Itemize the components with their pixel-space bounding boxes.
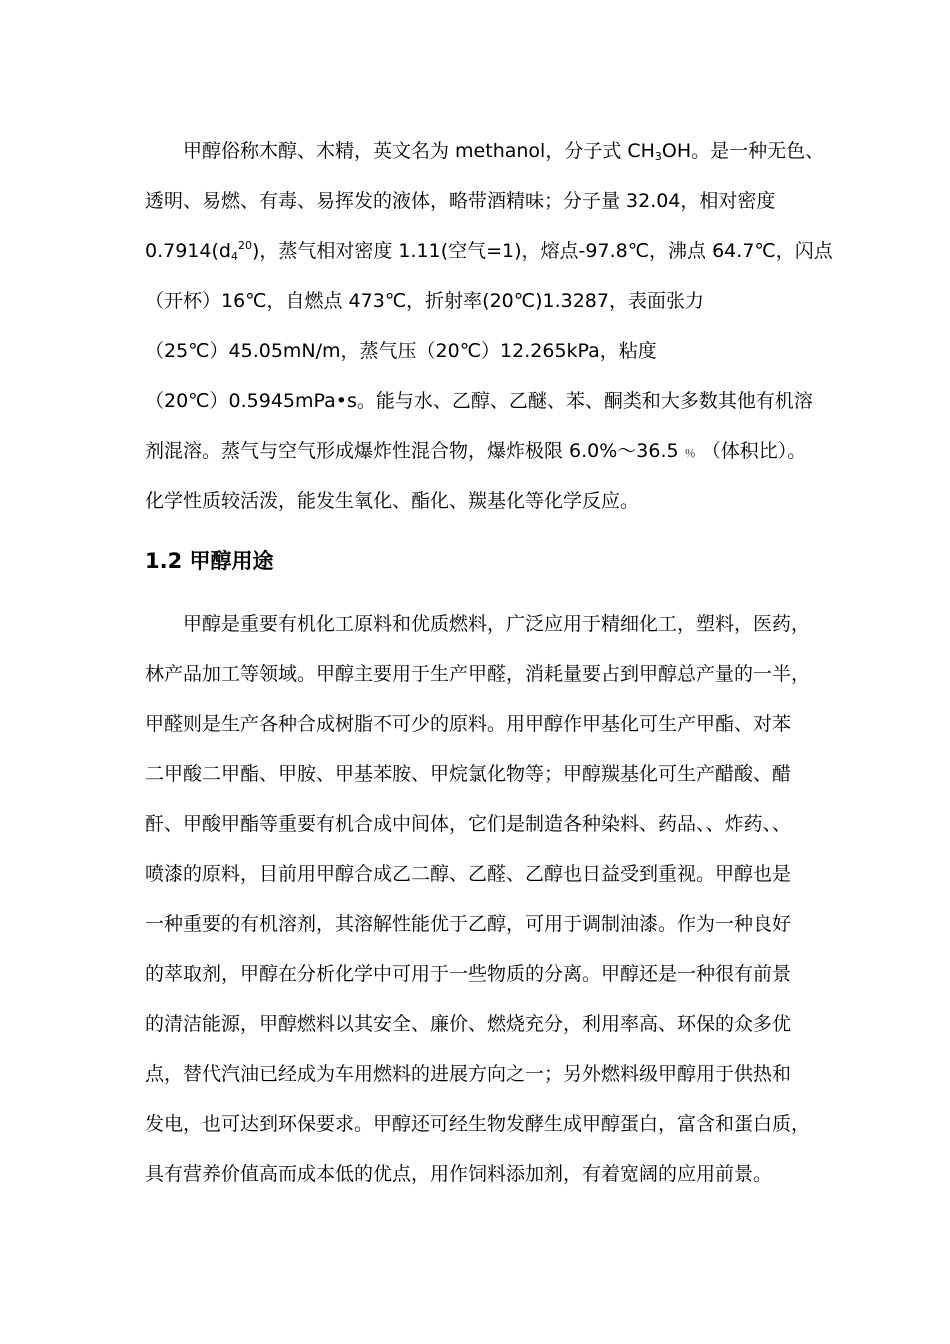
- text-line: 林产品加工等领域。甲醇主要用于生产甲醛，消耗量要占到甲醇总产量的一半，: [145, 663, 811, 685]
- text-line: 具有营养价值高而成本低的优点，用作饲料添加剂，有着宽阔的应用前景。: [145, 1163, 773, 1185]
- text-segment: OH。是一种无色、: [661, 140, 825, 162]
- text-line: 发电，也可达到环保要求。甲醇还可经生物发酵生成甲醇蛋白，富含和蛋白质，: [145, 1113, 811, 1135]
- text-line: 二甲酸二甲酯、甲胺、甲基苯胺、甲烷氯化物等；甲醇羰基化可生产醋酸、醋: [145, 763, 792, 785]
- text-line: 酐、甲酸甲酯等重要有机合成中间体，它们是制造各种染料、药品、、炸药、、: [145, 813, 792, 835]
- superscript-20: 20: [237, 239, 252, 252]
- section-heading-methanol-uses: 1.2 甲醇用途: [145, 549, 274, 573]
- text-line: 化学性质较活泼，能发生氧化、酯化、羰基化等化学反应。: [145, 490, 640, 512]
- text-line: 的清洁能源，甲醇燃料以其安全、廉价、燃烧充分，利用率高、环保的众多优: [145, 1013, 792, 1035]
- text-segment: 甲醇俗称木醇、木精，英文名为 methanol，分子式 CH: [183, 140, 655, 162]
- text-line: 点，替代汽油已经成为车用燃料的进展方向之一；另外燃料级甲醇用于供热和: [145, 1063, 792, 1085]
- text-segment: （体积比）。: [701, 440, 807, 462]
- methanol-uses-paragraph: [145, 599, 810, 1199]
- subscript-4: 4: [230, 250, 238, 263]
- text-line: 的萃取剂，甲醇在分析化学中可用于一些物质的分离。甲醇还是一种很有前景: [145, 963, 792, 985]
- text-line: 喷漆的原料，目前用甲醇合成乙二醇、乙醛、乙醇也日益受到重视。甲醇也是: [145, 863, 792, 885]
- text-line: [145, 426, 810, 476]
- text-line: （20℃）0.5945mPa•s。能与水、乙醇、乙醚、苯、酮类和大多数其他有机溶: [145, 390, 813, 412]
- text-line: （开杯）16℃，自燃点 473℃，折射率(20℃)1.3287，表面张力: [145, 290, 704, 312]
- text-line: [145, 126, 825, 176]
- text-line: 甲醇是重要有机化工原料和优质燃料，广泛应用于精细化工，塑料，医药，: [183, 613, 811, 635]
- text-line: 透明、易燃、有毒、易挥发的液体，略带酒精味；分子量 32.04，相对密度: [145, 190, 776, 212]
- text-segment: )，蒸气相对密度 1.11(空气=1)，熔点-97.8℃，沸点 64.7℃，闪点: [251, 240, 833, 262]
- text-line: 甲醛则是生产各种合成树脂不可少的原料。用甲醇作甲基化可生产甲酯、对苯: [145, 713, 792, 735]
- text-line: [145, 226, 833, 276]
- text-segment: 剂混溶。蒸气与空气形成爆炸性混合物，爆炸极限 6.0%～36.5: [145, 440, 679, 462]
- percent-sign: ％: [684, 447, 696, 460]
- methanol-properties-paragraph: [145, 126, 833, 526]
- text-line: 一种重要的有机溶剂，其溶解性能优于乙醇，可用于调制油漆。作为一种良好: [145, 913, 792, 935]
- text-line: （25℃）45.05mN/m，蒸气压（20℃）12.265kPa，粘度: [145, 340, 657, 362]
- text-segment: 0.7914(d: [145, 240, 231, 262]
- subscript-3: 3: [654, 150, 662, 163]
